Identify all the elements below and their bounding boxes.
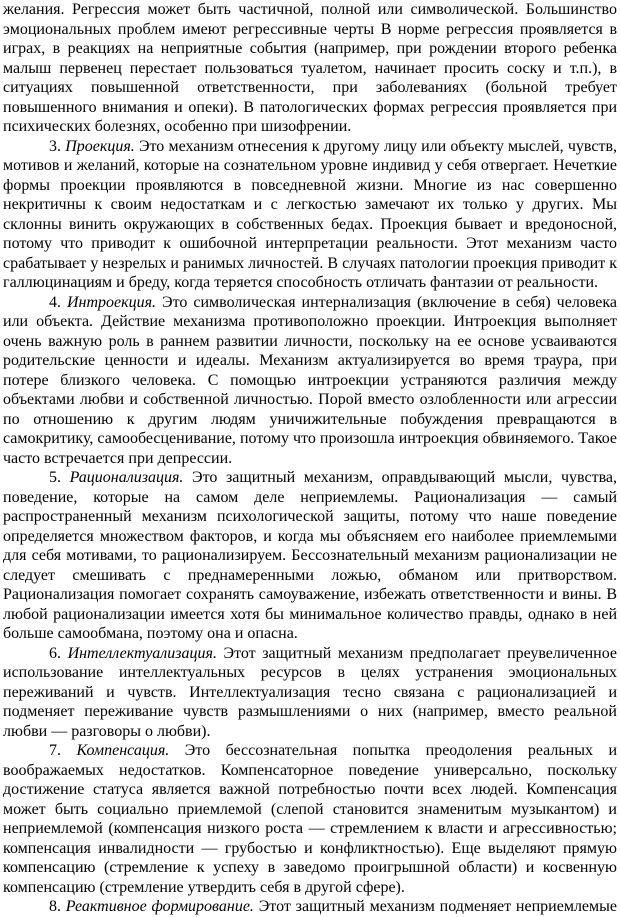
paragraph-reaction-formation bbox=[3, 897, 617, 917]
paragraph-regression-end bbox=[3, 0, 617, 137]
paragraph-text: Этот защитный механизм предполагает преувеличенное использование интеллектуальных ресурсов в целях устранения эмоциональных переживаний и чувств. Интеллектуализация тесно связана с рационализацией и подменяет переживание чувств размышлениями о них (например, вместо реальной любви — разговоры о любви). bbox=[3, 644, 618, 740]
paragraph-number: 3. bbox=[49, 137, 61, 155]
paragraph-projection bbox=[3, 137, 617, 293]
paragraph-text: Это символическая интернализация (включение в себя) человека или объекта. Действие механизма противоположно проекции. Интроекция выполняет очень важную роль в раннем развитии личности, поскольку на ее основе усваиваются родительские ценности и идеалы. Механизм актуализируется во время траура, при потере близкого человека. С помощью интроекции устраняются различия между объектами любви и собственной личностью. Порой вместо озлобленности или агрессии по отношению к другим людям уничижительные побуждения превращаются в самокритику, самообесценивание, потому что произошла интроекция обвиняемого. Такое часто встречается при депрессии. bbox=[3, 293, 618, 467]
paragraph-number: 4. bbox=[49, 293, 61, 311]
paragraph-text: желания. Регрессия может быть частичной, полной или символической. Большинство эмоциональных проблем имеют регрессивные черты В норме регрессия проявляется в играх, в реакциях на неприятные события (например, при рождении второго ребенка малыш первенец перестает пользоваться туалетом, начинает просить соску и т.п.), в ситуациях повышенной ответственности, при заболеваниях (больной требует повышенного внимания и опеки). В патологических формах регрессия проявляется при психических болезнях, особенно при шизофрении. bbox=[3, 1, 617, 135]
paragraph-term: Рационализация. bbox=[69, 469, 184, 486]
paragraph-term: Интеллектуализация. bbox=[67, 644, 217, 662]
paragraph-rationalization bbox=[3, 468, 617, 644]
paragraph-text: Это защитный механизм, оправдывающий мысли, чувства, поведение, которые на самом деле неприемлемы. Рационализация — самый распространенный механизм психологической защиты, потому что наше поведение определяется множеством факторов, и когда мы объясняем его наиболее приемлемыми для себя мотивами, то рационализируем. Бессознательный механизм рационализации не следует смешивать с преднамеренными ложью, обманом или притворством. Рационализация помогает сохранять самоуважение, избежать ответственности и вины. В любой рационализации имеется хотя бы минимальное количество правды, однако в ней больше самообмана, поэтому она и опасна. bbox=[3, 469, 618, 642]
paragraph-term: Проекция. bbox=[65, 137, 135, 155]
paragraph-text: Это бессознательная попытка преодоления реальных и воображаемых недостатков. Компенсаторное поведение универсально, поскольку достижение статуса является важной потребностью почти всех людей. Компенсация может быть социально приемлемой (слепой становится знаменитым музыкантом) и неприемлемой (компенсация низкого роста — стремлением к власти и агрессивностью; компенсация инвалидности — грубостью и конфликтностью). Еще выделяют прямую компенсацию (стремление к успеху в заведомо проигрышной области) и косвенную компенсацию (стремление утвердить себя в другой сфере). bbox=[3, 742, 618, 896]
paragraph-term: Реактивное формирование. bbox=[65, 898, 254, 915]
paragraph-number: 7. bbox=[49, 742, 61, 759]
paragraph-number: 5. bbox=[49, 469, 61, 486]
paragraph-number: 6. bbox=[49, 644, 61, 662]
paragraph-intellectualization bbox=[3, 644, 617, 742]
paragraph-text: Этот защитный механизм подменяет неприемлемые bbox=[258, 898, 618, 915]
paragraph-term: Интроекция. bbox=[66, 293, 157, 311]
paragraph-term: Компенсация. bbox=[76, 742, 170, 759]
paragraph-compensation bbox=[3, 741, 617, 897]
paragraph-number: 8. bbox=[49, 898, 61, 915]
paragraph-text: Это механизм отнесения к другому лицу или объекту мыслей, чувств, мотивов и желаний, которые на сознательном уровне индивид у себя отвергает. Нечеткие формы проекции проявляются в повседневной жизни. Многие из нас совершенно некритичны к своим недостаткам и с легкостью замечают их только у других. Мы склонны винить окружающих в собственных бедах. Проекция бывает и вредоносной, потому что приводит к ошибочной интерпретации реальности. Этот механизм часто срабатывает у незрелых и ранимых личностей. В случаях патологии проекция приводит к галлюцинациям и бреду, когда теряется способность отличать фантазии от реальности. bbox=[3, 137, 618, 291]
paragraph-introjection bbox=[3, 293, 617, 469]
